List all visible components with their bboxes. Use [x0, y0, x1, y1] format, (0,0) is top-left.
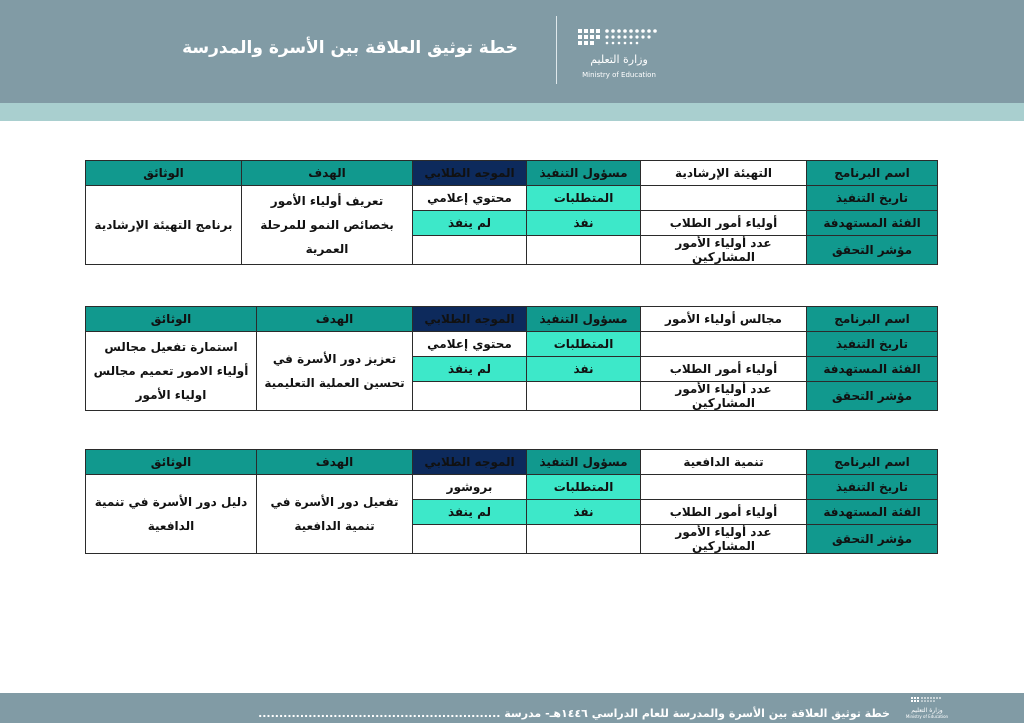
empty-cell — [527, 382, 641, 411]
footer-logo-dots-icon — [910, 696, 944, 706]
target-label: الفئة المستهدفة — [807, 500, 938, 525]
goal-cell: تعزيز دور الأسرة في تحسين العملية التعليمية — [257, 332, 413, 411]
responsible-header: مسؤول التنفيذ — [527, 450, 641, 475]
indicator-label: مؤشر التحقق — [807, 382, 938, 411]
documents-header: الوثائق — [86, 161, 242, 186]
target-label: الفئة المستهدفة — [807, 211, 938, 236]
date-label: تاريخ التنفيذ — [807, 186, 938, 211]
indicator-label: مؤشر التحقق — [807, 525, 938, 554]
counselor-header: الموجه الطلابي — [413, 307, 527, 332]
documents-header: الوثائق — [86, 450, 257, 475]
table-row — [86, 161, 938, 186]
footer-text: خطة توثيق العلاقة بين الأسرة والمدرسة للعام الدراسي ١٤٤٦هـ- مدرسة .......................................................... — [258, 707, 890, 720]
table-row — [86, 332, 938, 357]
date-value — [641, 186, 807, 211]
executed-cell: نفذ — [527, 500, 641, 525]
empty-cell — [413, 382, 527, 411]
program-name-label: اسم البرنامج — [807, 307, 938, 332]
program-table-1 — [85, 160, 938, 265]
footer-logo-english: Ministry of Education — [905, 714, 949, 719]
counselor-header: الموجه الطلابي — [413, 161, 527, 186]
requirements-cell: المتطلبات — [527, 186, 641, 211]
requirements-cell: المتطلبات — [527, 475, 641, 500]
table-row — [86, 307, 938, 332]
target-label: الفئة المستهدفة — [807, 357, 938, 382]
empty-cell — [527, 236, 641, 265]
not-executed-cell: لم ينفذ — [413, 357, 527, 382]
target-value: أولياء أمور الطلاب — [641, 500, 807, 525]
ministry-logo-dots-icon — [576, 27, 662, 49]
ministry-logo — [574, 27, 664, 83]
empty-cell — [527, 525, 641, 554]
date-value — [641, 475, 807, 500]
program-name: مجالس أولياء الأمور — [641, 307, 807, 332]
not-executed-cell: لم ينفذ — [413, 500, 527, 525]
requirements-cell: المتطلبات — [527, 332, 641, 357]
indicator-value: عدد أولياء الأمور المشاركين — [641, 236, 807, 265]
media-cell: محتوي إعلامي — [413, 332, 527, 357]
responsible-header: مسؤول التنفيذ — [527, 307, 641, 332]
table-row — [86, 450, 938, 475]
program-name-label: اسم البرنامج — [807, 161, 938, 186]
goal-cell: تعريف أولياء الأمور بخصائص النمو للمرحلة العمرية — [242, 186, 413, 265]
table-row — [86, 475, 938, 500]
documents-header: الوثائق — [86, 307, 257, 332]
program-table-3 — [85, 449, 938, 554]
goal-header: الهدف — [257, 450, 413, 475]
program-name: التهيئة الإرشادية — [641, 161, 807, 186]
program-table-2 — [85, 306, 938, 411]
target-value: أولياء أمور الطلاب — [641, 357, 807, 382]
header-divider — [556, 16, 557, 84]
target-value: أولياء أمور الطلاب — [641, 211, 807, 236]
documents-cell: استمارة تفعيل مجالس أولياء الامور تعميم مجالس اولياء الأمور — [86, 332, 257, 411]
date-label: تاريخ التنفيذ — [807, 475, 938, 500]
responsible-header: مسؤول التنفيذ — [527, 161, 641, 186]
executed-cell: نفذ — [527, 211, 641, 236]
empty-cell — [413, 236, 527, 265]
executed-cell: نفذ — [527, 357, 641, 382]
goal-header: الهدف — [257, 307, 413, 332]
program-name: تنمية الدافعية — [641, 450, 807, 475]
indicator-value: عدد أولياء الأمور المشاركين — [641, 382, 807, 411]
goal-cell: تفعيل دور الأسرة في تنمية الدافعية — [257, 475, 413, 554]
page-title: خطة توثيق العلاقة بين الأسرة والمدرسة — [182, 38, 518, 58]
not-executed-cell: لم ينفذ — [413, 211, 527, 236]
goal-header: الهدف — [242, 161, 413, 186]
header-accent-band — [0, 103, 1024, 121]
empty-cell — [413, 525, 527, 554]
date-value — [641, 332, 807, 357]
media-cell: محتوي إعلامي — [413, 186, 527, 211]
ministry-logo-arabic: وزارة التعليم — [590, 53, 648, 66]
date-label: تاريخ التنفيذ — [807, 332, 938, 357]
ministry-logo-english: Ministry of Education — [582, 71, 656, 79]
table-row — [86, 186, 938, 211]
footer-logo-arabic: وزارة التعليم — [911, 707, 943, 714]
footer-ministry-logo — [904, 696, 950, 720]
media-cell: بروشور — [413, 475, 527, 500]
counselor-header: الموجه الطلابي — [413, 450, 527, 475]
documents-cell: دليل دور الأسرة في تنمية الدافعية — [86, 475, 257, 554]
indicator-value: عدد أولياء الأمور المشاركين — [641, 525, 807, 554]
documents-cell: برنامج التهيئة الإرشادية — [86, 186, 242, 265]
program-name-label: اسم البرنامج — [807, 450, 938, 475]
indicator-label: مؤشر التحقق — [807, 236, 938, 265]
